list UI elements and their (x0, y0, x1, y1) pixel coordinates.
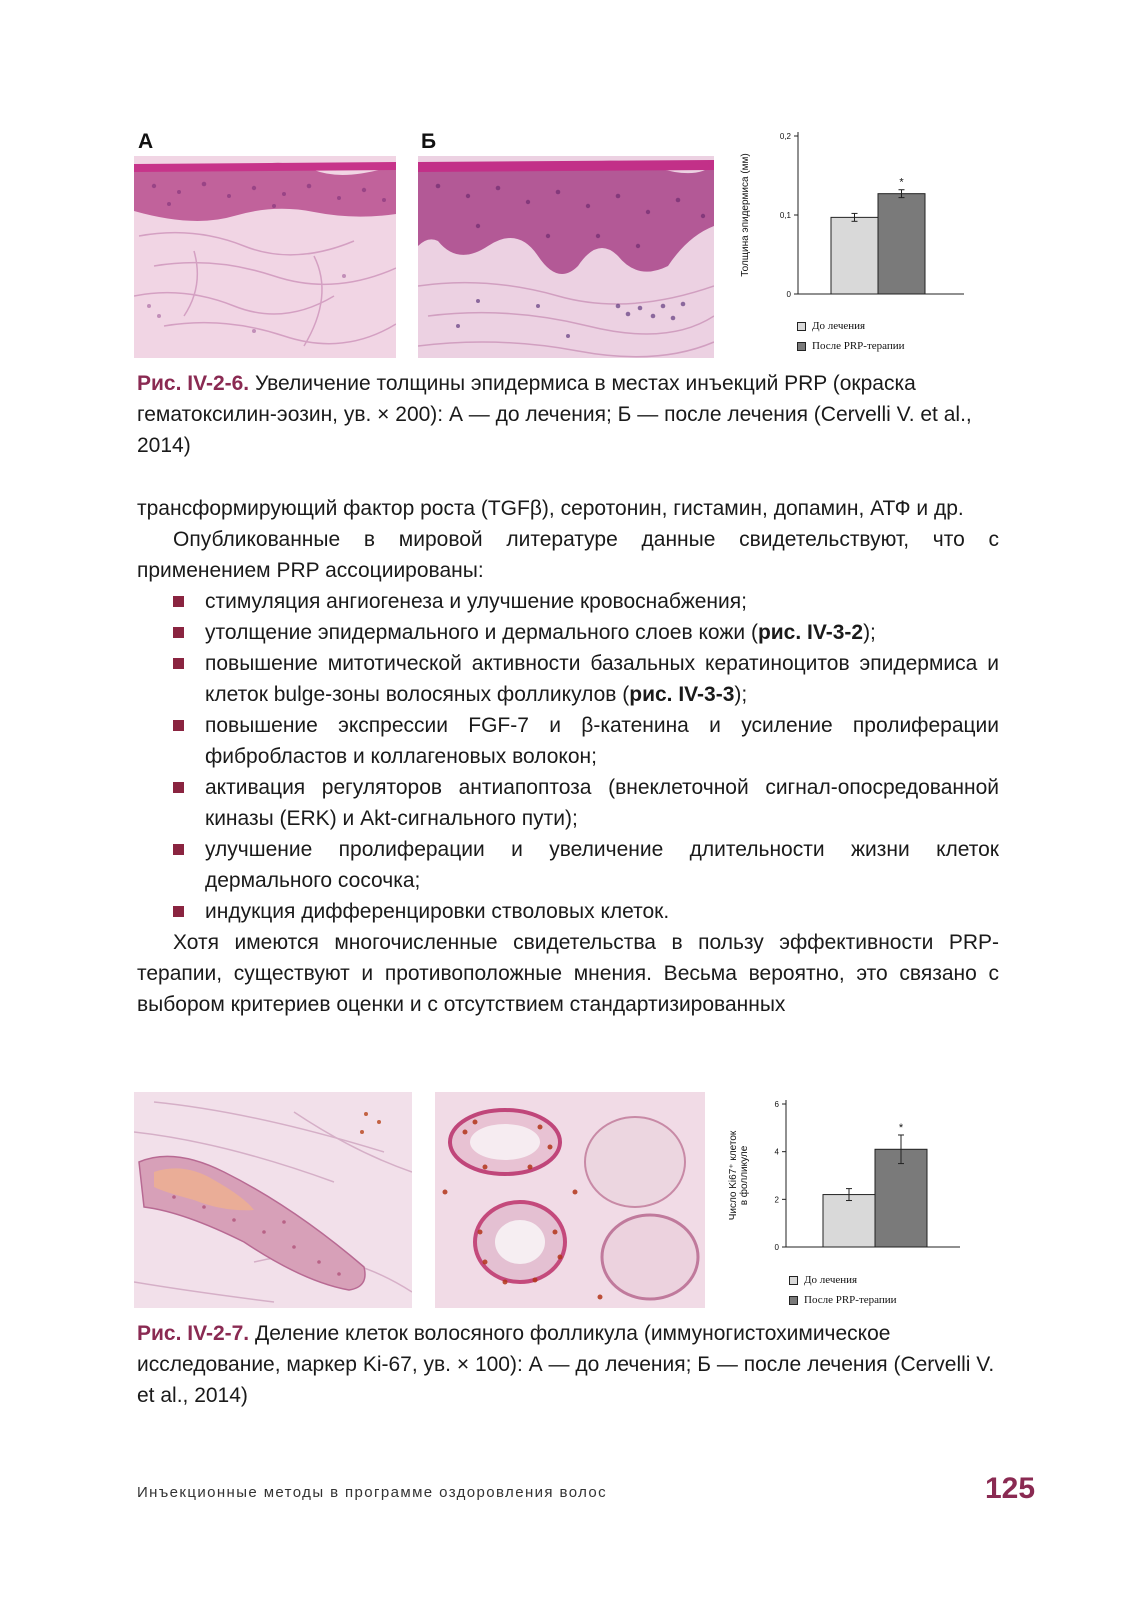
significance-mark: * (899, 176, 904, 189)
y-tick-label: 4 (774, 1147, 779, 1157)
list-item: индукция дифференцировки стволовых клеток. (137, 896, 999, 927)
bullet-marker (173, 658, 184, 669)
paragraph-2: Опубликованные в мировой литературе данные свидетельствуют, что с применением PRP ассоциированы: (137, 528, 999, 582)
figure-reference[interactable]: рис. IV-3-2 (757, 621, 864, 644)
legend-label-after: После PRP-терапии (804, 1294, 897, 1306)
list-item: утолщение эпидермального и дермального слоев кожи (рис. IV-3-2); (137, 617, 999, 648)
bullet-marker (173, 906, 184, 917)
bar-before (823, 1195, 875, 1247)
legend-item-before (789, 1270, 897, 1290)
list-item: повышение митотической активности базальных кератиноцитов эпидермиса и клеток bulge-зоны волосяных фолликулов (рис. IV-3-3); (137, 648, 999, 710)
chart-ki67-cells (728, 1092, 968, 1262)
histology-image-before (134, 156, 396, 358)
legend-swatch-before (797, 322, 806, 331)
body-text (137, 493, 999, 1020)
running-footer-title: Инъекционные методы в программе оздоровления волос (137, 1484, 608, 1501)
figure2-caption-id: Рис. IV-2-7. (137, 1322, 250, 1345)
chart2-legend (789, 1270, 897, 1310)
legend-swatch-after (789, 1296, 798, 1305)
y-tick-label: 0 (786, 290, 791, 299)
bullet-marker (173, 596, 184, 607)
paragraph-1: трансформирующий фактор роста (TGFβ), серотонин, гистамин, допамин, АТФ и др. (137, 497, 964, 520)
y-tick-label: 0,2 (779, 132, 791, 141)
y-axis-label: в фолликуле (739, 1145, 750, 1206)
figure1-label-a: А (138, 130, 154, 153)
figure1-caption-text: Увеличение толщины эпидермиса в местах инъекций PRP (окраска гематоксилин-эозин, ув. × 200): А — до лечения; Б — после лечения (Cervelli V. et al., 2014) (137, 372, 972, 457)
legend-label-before: До лечения (804, 1274, 858, 1286)
bullet-marker (173, 844, 184, 855)
paragraph-3: Хотя имеются многочисленные свидетельства в пользу эффективности PRP-терапии, существуют и противоположные мнения. Весьма вероятно, это связано с выбором критериев оценки и с отсутствием стандартизированных (137, 931, 999, 1016)
figure-reference[interactable]: рис. IV-3-3 (629, 683, 735, 706)
y-tick-label: 0 (774, 1243, 779, 1252)
y-tick-label: 6 (774, 1100, 779, 1109)
list-item: улучшение пролиферации и увеличение длительности жизни клеток дермального сосочка; (137, 834, 999, 896)
list-item: активация регуляторов антиапоптоза (внеклеточной сигнал-опосредованной киназы (ERK) и Akt-сигнального пути); (137, 772, 999, 834)
chart-epidermis-thickness (738, 126, 970, 306)
chart1-legend (797, 316, 905, 356)
figure1-caption-id: Рис. IV-2-6. (137, 372, 250, 395)
ki67-image-after (435, 1092, 705, 1308)
significance-mark: * (898, 1121, 904, 1134)
bar-after (878, 194, 925, 294)
bullet-marker (173, 720, 184, 731)
legend-swatch-before (789, 1276, 798, 1285)
figure2-caption-text: Деление клеток волосяного фолликула (иммуногистохимическое исследование, маркер Ki-67, ув. × 100): А — до лечения; Б — после лечения (Cervelli V. et al., 2014) (137, 1322, 995, 1407)
histology-image-after (418, 156, 714, 358)
legend-swatch-after (797, 342, 806, 351)
y-axis-label: Число Ki67⁺ клеток (728, 1130, 739, 1221)
y-tick-label: 0,1 (779, 211, 791, 220)
bullet-marker (173, 782, 184, 793)
page-number: 125 (985, 1472, 1036, 1505)
legend-item-before (797, 316, 905, 336)
legend-label-after: После PRP-терапии (812, 340, 905, 352)
figure2-caption (137, 1318, 997, 1411)
figure1-label-b: Б (421, 130, 437, 153)
list-item: повышение экспрессии FGF-7 и β-катенина и усиление пролиферации фибробластов и коллагеновых волокон; (137, 710, 999, 772)
bar-before (831, 217, 878, 294)
figure1-caption (137, 368, 997, 461)
bullet-list (137, 586, 999, 927)
y-axis-label: Толщина эпидермиса (мм) (740, 153, 751, 277)
y-tick-label: 2 (774, 1195, 779, 1205)
ki67-image-before (134, 1092, 412, 1308)
bullet-marker (173, 627, 184, 638)
legend-label-before: До лечения (812, 320, 866, 332)
legend-item-after (797, 336, 905, 356)
list-item: стимуляция ангиогенеза и улучшение кровоснабжения; (137, 586, 999, 617)
legend-item-after (789, 1290, 897, 1310)
